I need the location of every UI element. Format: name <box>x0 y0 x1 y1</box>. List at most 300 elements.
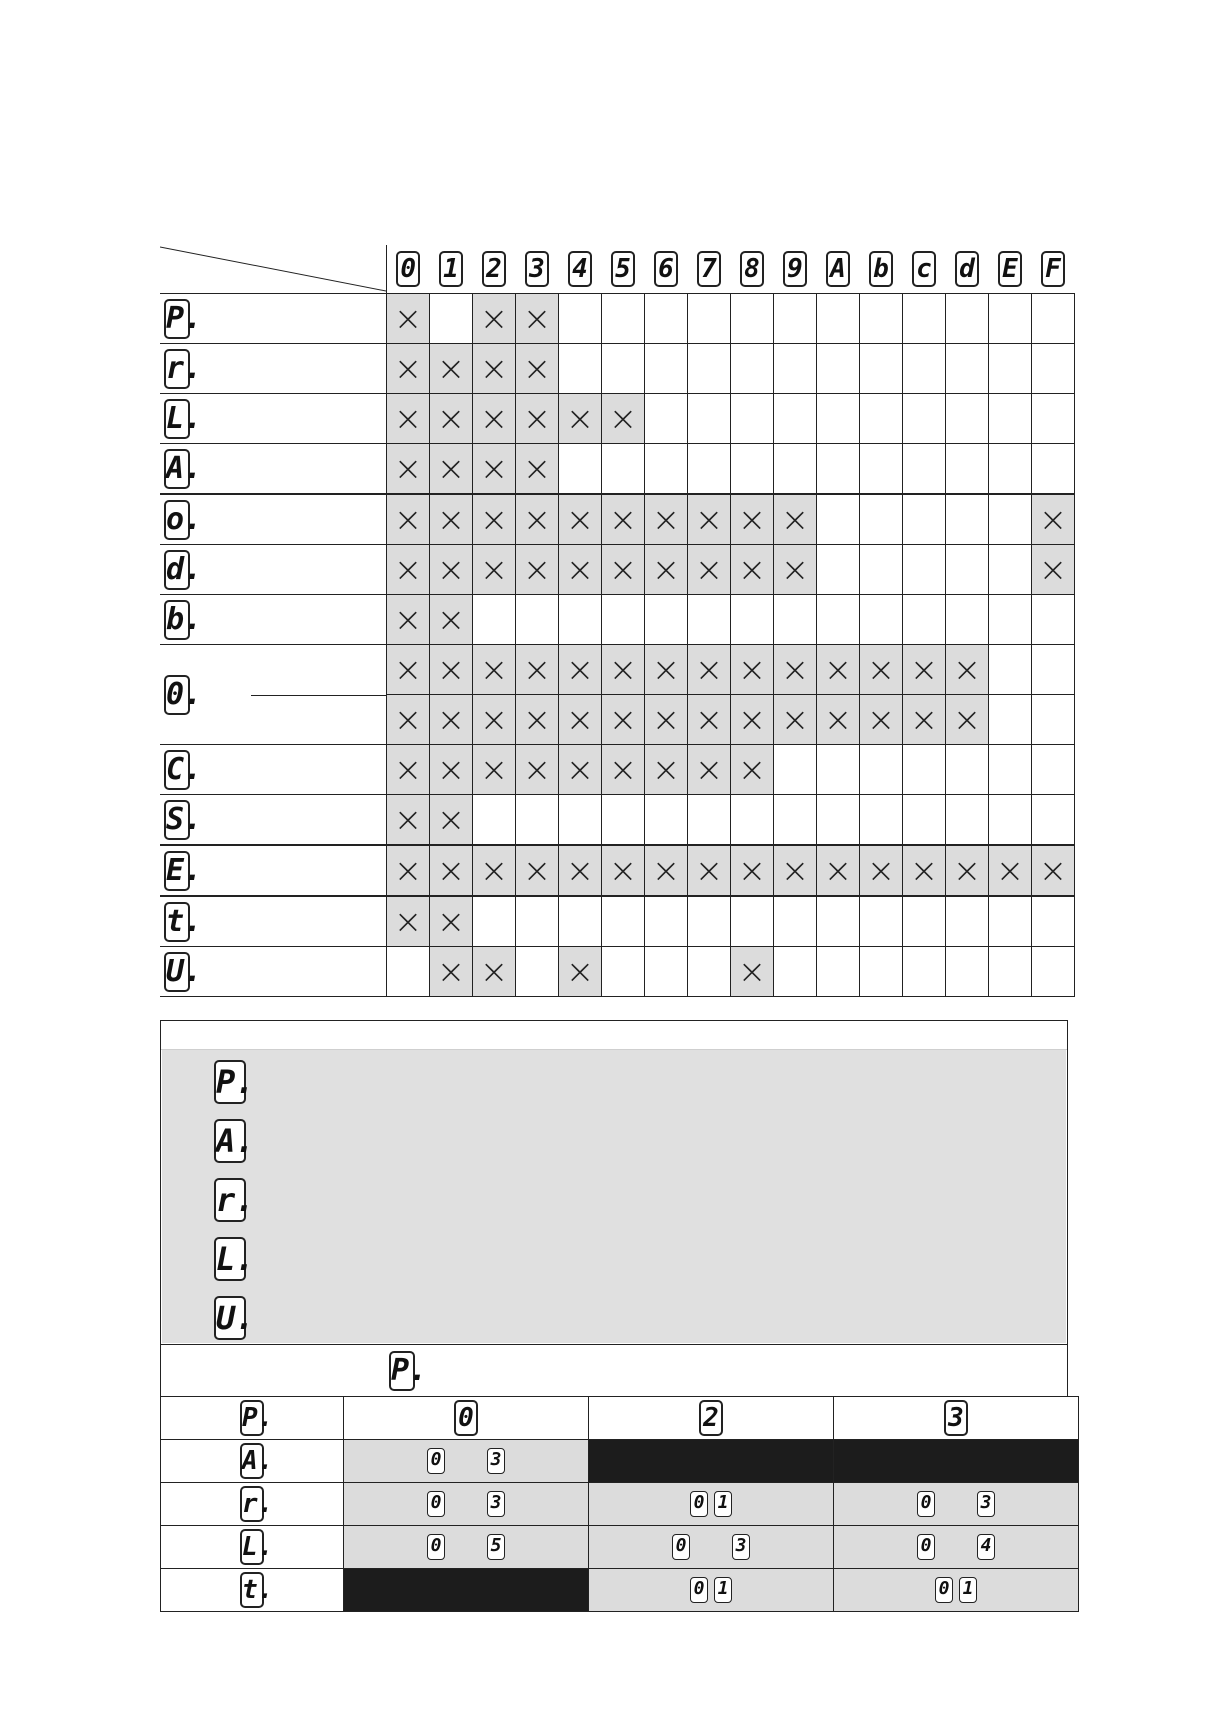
legend-list <box>162 1050 1066 1343</box>
header-code: P. <box>240 1400 264 1436</box>
matrix-cell <box>688 896 731 947</box>
matrix-cell <box>645 394 688 444</box>
cross-mark: × <box>909 850 939 891</box>
matrix-cell <box>645 695 688 745</box>
cross-mark: × <box>436 699 466 740</box>
cross-mark: × <box>393 549 423 590</box>
column-code: E <box>998 251 1022 287</box>
matrix-cell <box>731 494 774 545</box>
cross-mark: × <box>522 749 552 790</box>
row-label <box>160 845 387 896</box>
cross-mark: × <box>393 398 423 439</box>
value-range <box>690 1491 732 1517</box>
range-start: 0 <box>427 1534 445 1560</box>
matrix-cell <box>559 795 602 846</box>
value-range-cell <box>589 1569 834 1612</box>
range-end: 4 <box>977 1534 995 1560</box>
cross-mark: × <box>952 699 982 740</box>
cross-mark: × <box>479 448 509 489</box>
matrix-cell <box>1032 444 1075 495</box>
matrix-cell <box>516 545 559 595</box>
matrix-cell <box>387 947 430 997</box>
matrix-cell <box>559 645 602 695</box>
matrix-cell <box>516 595 559 645</box>
row-label <box>160 947 387 997</box>
matrix-cell <box>430 795 473 846</box>
cross-mark: × <box>866 649 896 690</box>
matrix-cell <box>860 394 903 444</box>
cross-mark: × <box>522 298 552 339</box>
matrix-cell <box>1032 896 1075 947</box>
cross-mark: × <box>565 951 595 992</box>
row-label <box>160 795 387 846</box>
matrix-cell <box>473 494 516 545</box>
cross-mark: × <box>780 549 810 590</box>
matrix-cell <box>387 896 430 947</box>
matrix-cell <box>688 795 731 846</box>
matrix-cell <box>946 595 989 645</box>
column-header <box>774 245 817 294</box>
cross-mark: × <box>479 699 509 740</box>
column-code: 9 <box>783 251 807 287</box>
matrix-cell <box>946 294 989 344</box>
cross-mark: × <box>479 951 509 992</box>
cross-mark: × <box>522 348 552 389</box>
matrix-cell <box>516 645 559 695</box>
cross-mark: × <box>436 499 466 540</box>
matrix-cell <box>731 444 774 495</box>
row-label <box>160 745 387 795</box>
matrix-cell <box>387 545 430 595</box>
cross-mark: × <box>436 398 466 439</box>
matrix-cell <box>989 845 1032 896</box>
matrix-cell <box>473 795 516 846</box>
parameter-row <box>161 1569 1079 1612</box>
cross-mark: × <box>909 699 939 740</box>
cross-mark: × <box>565 549 595 590</box>
matrix-cell <box>817 444 860 495</box>
column-header <box>516 245 559 294</box>
matrix-cell <box>731 595 774 645</box>
cross-mark: × <box>393 649 423 690</box>
column-code: 2 <box>482 251 506 287</box>
column-header <box>1032 245 1075 294</box>
parameter-row <box>161 1526 1079 1569</box>
row-label <box>160 896 387 947</box>
value-range <box>690 1577 732 1603</box>
matrix-cell <box>774 795 817 846</box>
matrix-cell <box>430 947 473 997</box>
value-range <box>917 1491 995 1517</box>
cross-mark: × <box>436 448 466 489</box>
matrix-cell <box>516 394 559 444</box>
matrix-cell <box>946 344 989 394</box>
matrix-cell <box>731 294 774 344</box>
matrix-cell <box>989 595 1032 645</box>
range-start: 0 <box>427 1448 445 1474</box>
matrix-cell <box>731 745 774 795</box>
matrix-cell <box>903 795 946 846</box>
column-code: 6 <box>654 251 678 287</box>
row-code: U. <box>164 952 190 992</box>
range-start: 0 <box>690 1491 708 1517</box>
matrix-cell <box>688 645 731 695</box>
cross-mark: × <box>737 499 767 540</box>
matrix-cell <box>516 745 559 795</box>
cross-mark: × <box>436 850 466 891</box>
row-label <box>160 294 387 344</box>
matrix-cell <box>860 294 903 344</box>
matrix-cell <box>1032 645 1075 695</box>
matrix-cell <box>1032 745 1075 795</box>
matrix-cell <box>774 695 817 745</box>
matrix-cell <box>602 444 645 495</box>
matrix-cell <box>688 947 731 997</box>
matrix-cell <box>946 845 989 896</box>
matrix-cell <box>860 795 903 846</box>
row-code: S. <box>164 800 190 840</box>
matrix-cell <box>903 695 946 745</box>
cross-mark: × <box>737 699 767 740</box>
legend-header-strip <box>161 1021 1067 1050</box>
cross-mark: × <box>608 549 638 590</box>
cross-mark: × <box>393 298 423 339</box>
parameter-row <box>161 1483 1079 1526</box>
cross-mark: × <box>479 850 509 891</box>
matrix-cell <box>731 896 774 947</box>
matrix-cell <box>774 745 817 795</box>
not-applicable-cell <box>834 1440 1079 1483</box>
matrix-cell <box>1032 595 1075 645</box>
matrix-cell <box>1032 294 1075 344</box>
row-label <box>160 595 387 645</box>
range-start: 0 <box>935 1577 953 1603</box>
matrix-cell <box>688 545 731 595</box>
row-label <box>160 645 387 745</box>
matrix-cell <box>1032 394 1075 444</box>
matrix-cell <box>903 294 946 344</box>
matrix-cell <box>989 645 1032 695</box>
matrix-cell <box>602 695 645 745</box>
cross-mark: × <box>436 951 466 992</box>
cross-mark: × <box>393 599 423 640</box>
column-header <box>903 245 946 294</box>
matrix-cell <box>774 494 817 545</box>
matrix-cell <box>731 845 774 896</box>
matrix-cell <box>1032 494 1075 545</box>
matrix-cell <box>430 896 473 947</box>
matrix-cell <box>774 645 817 695</box>
header-code: 3 <box>944 1400 968 1436</box>
range-start: 0 <box>917 1491 935 1517</box>
matrix-cell <box>688 444 731 495</box>
matrix-row <box>160 745 1075 795</box>
row-code: d. <box>164 550 190 590</box>
parameter-table-caption <box>160 1345 1068 1397</box>
column-code: 5 <box>611 251 635 287</box>
matrix-cell <box>430 545 473 595</box>
value-range <box>672 1534 750 1560</box>
matrix-cell <box>946 394 989 444</box>
column-header <box>430 245 473 294</box>
matrix-cell <box>645 947 688 997</box>
matrix-cell <box>602 845 645 896</box>
value-range <box>427 1491 505 1517</box>
value-range <box>917 1534 995 1560</box>
cross-mark: × <box>393 901 423 942</box>
cross-mark: × <box>565 850 595 891</box>
compatibility-matrix <box>160 245 1075 997</box>
matrix-cell <box>430 394 473 444</box>
matrix-cell <box>602 494 645 545</box>
cross-mark: × <box>952 850 982 891</box>
matrix-cell <box>731 695 774 745</box>
matrix-cell <box>602 545 645 595</box>
column-header <box>473 245 516 294</box>
range-end: 5 <box>487 1534 505 1560</box>
cross-mark: × <box>608 699 638 740</box>
matrix-cell <box>602 294 645 344</box>
matrix-cell <box>559 294 602 344</box>
legend-code: r. <box>214 1178 246 1222</box>
value-range <box>427 1448 505 1474</box>
cross-mark: × <box>608 649 638 690</box>
caption-code: P. <box>389 1351 415 1391</box>
legend-item <box>214 1178 255 1222</box>
cross-mark: × <box>479 549 509 590</box>
parameter-column-header <box>344 1397 589 1440</box>
cross-mark: × <box>393 699 423 740</box>
matrix-cell <box>602 645 645 695</box>
matrix-header-row <box>160 245 1075 294</box>
matrix-cell <box>645 294 688 344</box>
row-code: E. <box>164 851 190 891</box>
matrix-cell <box>559 595 602 645</box>
cross-mark: × <box>823 699 853 740</box>
matrix-cell <box>1032 947 1075 997</box>
matrix-cell <box>817 595 860 645</box>
matrix-cell <box>774 444 817 495</box>
matrix-cell <box>774 845 817 896</box>
row-code: 0. <box>164 675 190 715</box>
cross-mark: × <box>694 499 724 540</box>
matrix-cell <box>903 344 946 394</box>
value-range <box>427 1534 505 1560</box>
matrix-cell <box>602 394 645 444</box>
cross-mark: × <box>522 549 552 590</box>
matrix-cell <box>602 745 645 795</box>
matrix-cell <box>688 294 731 344</box>
matrix-cell <box>473 294 516 344</box>
matrix-cell <box>903 444 946 495</box>
matrix-cell <box>645 494 688 545</box>
column-code: 0 <box>396 251 420 287</box>
matrix-cell <box>860 845 903 896</box>
matrix-cell <box>774 947 817 997</box>
column-code: d <box>955 251 979 287</box>
cross-mark: × <box>737 649 767 690</box>
column-header <box>688 245 731 294</box>
legend-code: L. <box>214 1237 246 1281</box>
matrix-row <box>160 294 1075 344</box>
matrix-cell <box>645 896 688 947</box>
cross-mark: × <box>393 850 423 891</box>
matrix-cell <box>559 845 602 896</box>
matrix-cell <box>860 896 903 947</box>
matrix-cell <box>989 795 1032 846</box>
matrix-cell <box>387 795 430 846</box>
cross-mark: × <box>565 749 595 790</box>
matrix-cell <box>817 344 860 394</box>
matrix-cell <box>903 645 946 695</box>
matrix-cell <box>387 444 430 495</box>
matrix-cell <box>688 344 731 394</box>
matrix-cell <box>516 444 559 495</box>
matrix-body <box>160 294 1075 997</box>
matrix-cell <box>946 896 989 947</box>
legend-item <box>214 1060 255 1104</box>
cross-mark: × <box>436 549 466 590</box>
matrix-cell <box>602 344 645 394</box>
parameter-column-header <box>834 1397 1079 1440</box>
matrix-cell <box>387 595 430 645</box>
matrix-cell <box>989 444 1032 495</box>
matrix-cell <box>430 494 473 545</box>
matrix-cell <box>559 745 602 795</box>
matrix-cell <box>688 745 731 795</box>
cross-mark: × <box>694 649 724 690</box>
matrix-cell <box>903 394 946 444</box>
matrix-cell <box>989 545 1032 595</box>
cross-mark: × <box>479 749 509 790</box>
matrix-cell <box>731 344 774 394</box>
matrix-cell <box>774 294 817 344</box>
matrix-cell <box>817 947 860 997</box>
matrix-cell <box>688 494 731 545</box>
matrix-cell <box>559 545 602 595</box>
matrix-row <box>160 394 1075 444</box>
column-code: 8 <box>740 251 764 287</box>
row-code: r. <box>164 349 190 389</box>
range-start: 0 <box>427 1491 445 1517</box>
cross-mark: × <box>866 699 896 740</box>
parameter-row-label <box>161 1569 344 1612</box>
cross-mark: × <box>565 398 595 439</box>
parameter-column-header <box>161 1397 344 1440</box>
parameter-code: A. <box>240 1443 264 1479</box>
matrix-cell <box>559 394 602 444</box>
cross-mark: × <box>436 649 466 690</box>
cross-mark: × <box>393 749 423 790</box>
matrix-cell <box>516 294 559 344</box>
cross-mark: × <box>651 850 681 891</box>
cross-mark: × <box>995 850 1025 891</box>
matrix-cell <box>860 745 903 795</box>
row-code: P. <box>164 299 190 339</box>
matrix-cell <box>946 545 989 595</box>
cross-mark: × <box>479 298 509 339</box>
matrix-cell <box>645 745 688 795</box>
matrix-cell <box>430 595 473 645</box>
matrix-cell <box>989 394 1032 444</box>
row-code: t. <box>164 902 190 942</box>
matrix-cell <box>473 394 516 444</box>
cross-mark: × <box>694 850 724 891</box>
column-code: 3 <box>525 251 549 287</box>
matrix-row <box>160 545 1075 595</box>
cross-mark: × <box>608 499 638 540</box>
column-code: b <box>869 251 893 287</box>
cross-mark: × <box>393 799 423 840</box>
matrix-cell <box>387 845 430 896</box>
matrix-cell <box>1032 545 1075 595</box>
matrix-cell <box>430 845 473 896</box>
column-header <box>559 245 602 294</box>
matrix-cell <box>817 795 860 846</box>
row-label <box>160 394 387 444</box>
matrix-cell <box>989 745 1032 795</box>
value-range <box>935 1577 977 1603</box>
column-code: 4 <box>568 251 592 287</box>
cross-mark: × <box>780 649 810 690</box>
parameter-row <box>161 1440 1079 1483</box>
matrix-cell <box>430 645 473 695</box>
matrix-cell <box>817 545 860 595</box>
matrix-cell <box>559 947 602 997</box>
value-range-cell <box>344 1526 589 1569</box>
matrix-cell <box>817 645 860 695</box>
parameter-code: L. <box>240 1529 264 1565</box>
cross-mark: × <box>436 348 466 389</box>
matrix-cell <box>860 595 903 645</box>
matrix-cell <box>645 444 688 495</box>
header-code: 0 <box>454 1400 478 1436</box>
cross-mark: × <box>1038 549 1068 590</box>
legend-item <box>214 1237 255 1281</box>
cross-mark: × <box>565 649 595 690</box>
matrix-cell <box>430 695 473 745</box>
parameter-row-label <box>161 1526 344 1569</box>
cross-mark: × <box>436 901 466 942</box>
range-end: 3 <box>977 1491 995 1517</box>
column-code: F <box>1041 251 1065 287</box>
row-code: A. <box>164 449 190 489</box>
matrix-cell <box>731 947 774 997</box>
column-header <box>731 245 774 294</box>
cross-mark: × <box>1038 499 1068 540</box>
cross-mark: × <box>780 499 810 540</box>
row-label <box>160 545 387 595</box>
parameter-column-header <box>589 1397 834 1440</box>
matrix-cell <box>989 695 1032 745</box>
cross-mark: × <box>737 549 767 590</box>
matrix-cell <box>903 896 946 947</box>
matrix-row <box>160 595 1075 645</box>
legend-code: A. <box>214 1119 246 1163</box>
cross-mark: × <box>737 749 767 790</box>
parameter-code: r. <box>240 1486 264 1522</box>
cross-mark: × <box>651 549 681 590</box>
matrix-cell <box>473 595 516 645</box>
value-range-cell <box>344 1440 589 1483</box>
value-range-cell <box>344 1483 589 1526</box>
matrix-row <box>160 947 1075 997</box>
column-header <box>817 245 860 294</box>
range-start: 0 <box>672 1534 690 1560</box>
matrix-cell <box>817 695 860 745</box>
matrix-cell <box>473 745 516 795</box>
cross-mark: × <box>522 850 552 891</box>
